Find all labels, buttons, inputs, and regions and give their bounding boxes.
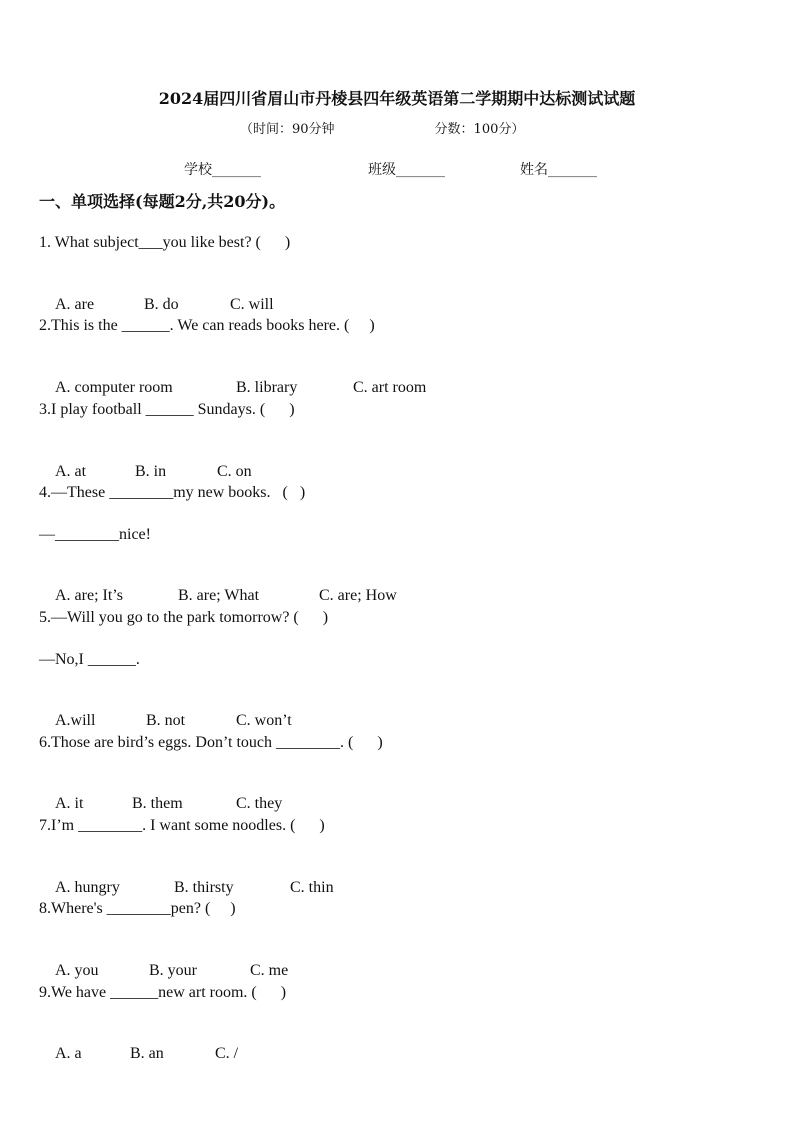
question-5-reply: —No,I ______. [39,651,140,668]
exam-meta [240,118,524,137]
option-c: C. they [236,795,283,812]
option-b: B. an [130,1045,164,1062]
question-7: 7.I’m ________. I want some noodles. ( ) [39,817,325,834]
option-c: C. thin [290,879,334,896]
option-b: B. in [135,463,167,480]
student-info [0,159,794,179]
question-8: 8.Where's ________pen? ( ) [39,900,236,917]
option-a: A.will [55,712,96,729]
option-c: C. are; How [319,587,397,604]
question-4-reply: —________nice! [39,526,151,543]
option-a: A. a [55,1045,82,1062]
class-field: 班级_______ [368,162,445,178]
question-3: 3.I play football ______ Sundays. ( ) [39,401,295,418]
option-a: A. are; It’s [55,587,123,604]
option-a: A. are [55,296,95,313]
option-c: C. will [230,296,274,313]
school-field: 学校_______ [184,162,261,178]
option-b: B. your [149,962,197,979]
question-4: 4.—These ________my new books. ( ) [39,484,306,501]
option-c: C. won’t [236,712,292,729]
section-title: 一、单项选择(每题2分,共20分)。 [39,192,286,211]
option-c: C. me [250,962,289,979]
question-1: 1. What subject___you like best? ( ) [39,234,291,251]
name-field: 姓名_______ [520,162,597,178]
exam-time: （时间：90分钟 [240,122,335,137]
question-9: 9.We have ______new art room. ( ) [39,984,287,1001]
exam-score: 分数：100分） [434,122,525,137]
option-b: B. are; What [178,587,260,604]
option-b: B. do [144,296,179,313]
option-a: A. you [55,962,99,979]
option-a: A. it [55,795,84,812]
option-b: B. them [132,795,183,812]
option-a: A. computer room [55,379,173,396]
options-9 [39,1024,238,1084]
exam-title: 2024届四川省眉山市丹棱县四年级英语第二学期期中达标测试试题 [158,89,636,108]
question-2: 2.This is the ______. We can reads books here. ( ) [39,317,375,334]
option-b: B. not [146,712,186,729]
option-c: C. on [217,463,252,480]
question-5: 5.—Will you go to the park tomorrow? ( ) [39,609,329,626]
option-c: C. / [215,1045,239,1062]
option-a: A. hungry [55,879,120,896]
option-c: C. art room [353,379,427,396]
option-b: B. thirsty [174,879,234,896]
option-a: A. at [55,463,87,480]
option-b: B. library [236,379,298,396]
question-6: 6.Those are bird’s eggs. Don’t touch ________. ( ) [39,734,383,751]
